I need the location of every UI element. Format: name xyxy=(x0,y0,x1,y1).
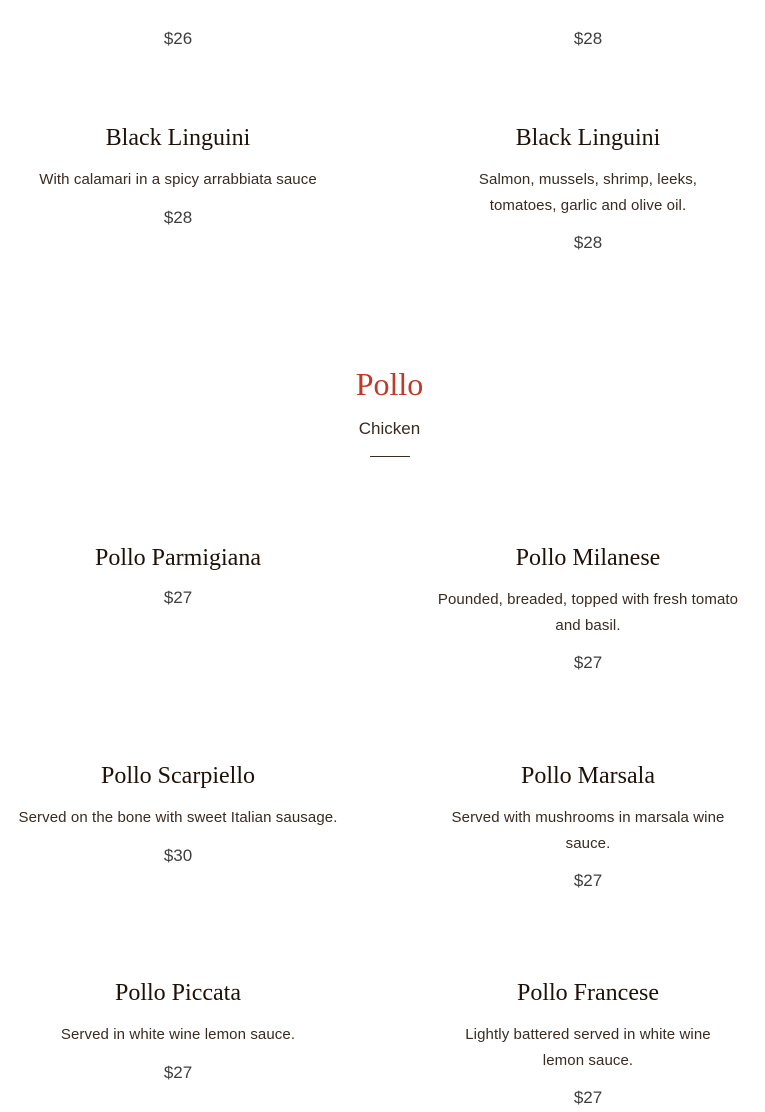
menu-item-name: Pollo Scarpiello xyxy=(101,763,255,789)
menu-item-price: $30 xyxy=(163,845,193,865)
section-divider xyxy=(370,456,410,457)
menu-item xyxy=(428,762,748,892)
menu-item xyxy=(428,979,748,1109)
menu-item-description: Lightly battered served in white wine lemon sauce. xyxy=(465,1026,711,1069)
menu-item-price: $27 xyxy=(573,871,603,890)
menu-item-name: Black Linguini xyxy=(105,125,251,151)
menu-item-name: Black Linguini xyxy=(515,125,661,151)
menu-item xyxy=(18,979,338,1084)
menu-item-price xyxy=(18,28,338,50)
menu-item-price: $28 xyxy=(573,233,603,252)
menu-item xyxy=(428,124,748,254)
menu-item-name: Pollo Parmigiana xyxy=(95,545,261,571)
menu-item xyxy=(18,544,338,609)
section-header xyxy=(0,366,765,457)
menu-item xyxy=(428,544,748,674)
section-subtitle: Chicken xyxy=(358,419,421,438)
menu-item-name: Pollo Piccata xyxy=(115,980,241,1006)
menu-item-price: $27 xyxy=(573,1088,603,1107)
menu-item-name: Pollo Milanese xyxy=(515,545,661,571)
menu-item-price: $27 xyxy=(573,653,603,672)
menu-item xyxy=(18,762,338,867)
menu-item xyxy=(18,124,338,229)
menu-item-description: With calamari in a spicy arrabbiata sauce xyxy=(39,171,317,188)
menu-item-description: Served in white wine lemon sauce. xyxy=(60,1026,296,1043)
price-text: $28 xyxy=(573,29,603,48)
menu-item-description: Pounded, breaded, topped with fresh tomato and basil. xyxy=(437,591,739,634)
section-title: Pollo xyxy=(355,366,424,402)
menu-item-price: $28 xyxy=(163,207,193,227)
menu-item-description: Salmon, mussels, shrimp, leeks, tomatoes, garlic and olive oil. xyxy=(478,171,698,214)
menu-item-price xyxy=(428,28,748,50)
menu-item-name: Pollo Marsala xyxy=(521,763,655,789)
menu-item-price: $27 xyxy=(163,1062,193,1082)
menu-item-name: Pollo Francese xyxy=(517,980,659,1006)
menu-item-price: $27 xyxy=(163,588,193,607)
menu-item-description: Served on the bone with sweet Italian sausage. xyxy=(18,809,338,826)
price-text: $26 xyxy=(163,29,193,48)
menu-item-description: Served with mushrooms in marsala wine sauce. xyxy=(451,809,725,852)
